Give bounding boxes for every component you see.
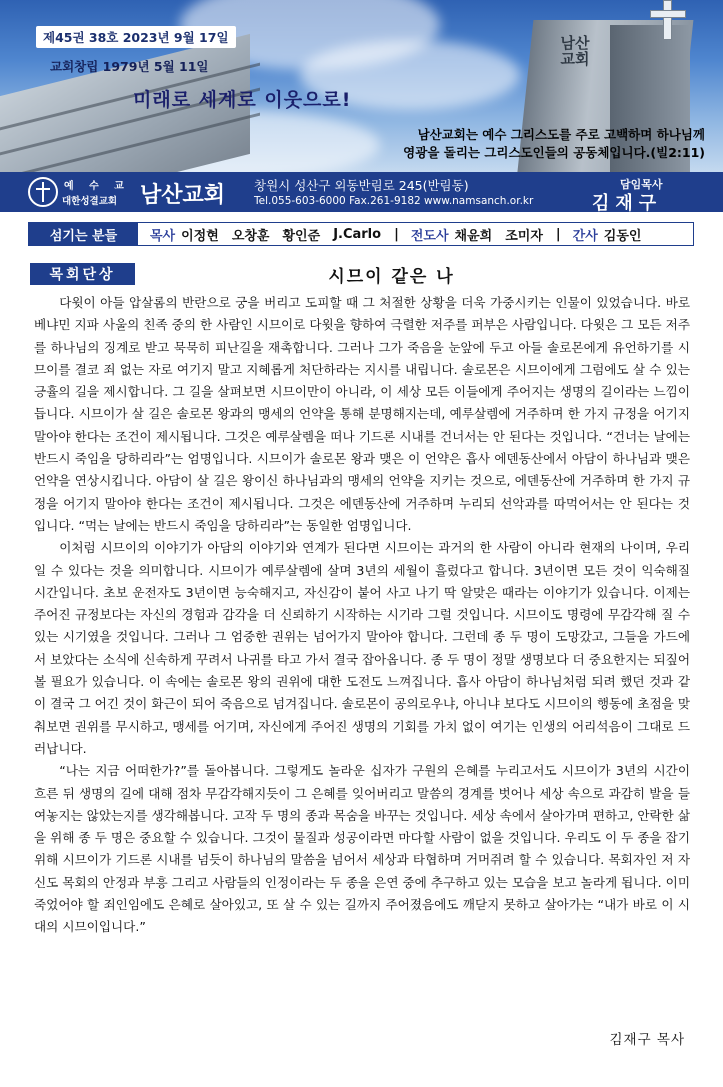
staff-name: 오창훈 [231, 228, 270, 244]
staff-heading: 섬기는 분들 [29, 223, 138, 245]
staff-name: 이정현 [181, 228, 219, 244]
church-logo-icon [28, 177, 58, 207]
issue-info: 제45권 38호 2023년 9월 17일 [36, 26, 236, 48]
article-paragraph: 이처럼 시므이의 이야기가 아담의 이야기와 연계가 된다면 시므이는 과거의 한 사람이 아니라 현재의 나이며, 우리일 수 있다는 것을 의미합니다. 시므이가 예루살렘에 살며 3년의 세월이 흘렀다고 합니다. 3년이면 모든 것이 익숙해질 시간입니다. 초보 운전자도 3년이면 능숙해지고, 자신감이 붙어 사고 나기 딱 알맞은 때라는 이야기가 있습니다. 이제는 주어진 규정보다는 자신의 경험과 감각을 더 신뢰하기 시작하는 시기라 그럴 것입니다. 시므이도 명령에 무감각해 질 수 있는 시기였을 것입니다. 그러나 그 엄중한 권위는 넘어가지 말아야 합니다. 그런데 종 두 명이 도망갔고, 그들을 가드에서 보았다는 소식에 신속하게 꾸려서 나귀를 타고 가서 결국 잡아옵니다. 종 두 명이 정말 생명보다 더 중요한지는 되짚어볼 필요가 있습니다. 이 속에는 솔로몬 왕의 권위에 대한 도전도 느껴집니다. 흡사 아담이 하나님처럼 되려 했던 것과 같이 결국 그 어긴 것이 화근이 되어 죽음으로 넘겨집니다. 솔로몬이 공의로우냐, 아니냐 보다도 시므이의 행동에 초점을 맞춰보면 권위를 무시하고, 맹세를 어기며, 자신에게 주어진 생명의 기회를 가치 없이 여기는 인생의 어리석음이 그대로 드러납니다. [34, 540, 691, 756]
staff-role-pastor: 목사 [150, 228, 176, 244]
article-paragraph: “나는 지금 어떠한가?”를 돌아봅니다. 그렇게도 놀라운 십자가 구원의 은혜를 누리고서도 시므이가 3년의 시간이 흐른 뒤 생명의 길에 대해 점차 무감각해지듯이 그 은혜를 잊어버리고 말씀의 경계를 벗어나 세상 속으로 과감히 발을 들여놓지는 않았는지를 생각해봅니다. 고작 두 명의 종과 목숨을 바꾸는 것입니다. 세상 속에서 살아가며 편하고, 안락한 삶을 위해 종 두 명은 중요할 수 있습니다. 그것이 물질과 성공이라면 마다할 사람이 없을 것입니다. 우리도 이 두 종을 잡기 위해 시므이가 기드론 시내를 넘듯이 하나님의 말씀을 넘어서 세상과 타협하며 거머쥐려 할 수 있습니다. 목회자인 저 자신도 목회의 안정과 부흥 그리고 사람들의 인정이라는 두 종을 은연 중에 추구하고 있는 모습을 보고 놀라게 됩니다. 이미 죽었어야 할 죄인임에도 은혜로 살아있고, 또 살 수 있는 길까지 주어졌음에도 깨닫지 못하고 살아가는 “내가 바로 이 시대의 시므이입니다.” [34, 763, 691, 935]
staff-separator: | [394, 226, 399, 242]
church-address: 창원시 성산구 외동반림로 245(반림동) [254, 178, 469, 193]
church-contact: Tel.055-603-6000 Fax.261-9182 www.namsanch.or.kr [254, 195, 534, 207]
column-title: 시므이 같은 나 [328, 267, 455, 287]
column-article [34, 292, 690, 939]
staff-name: 채윤희 [454, 228, 493, 244]
staff-list [138, 225, 654, 244]
staff-name: 황인준 [282, 228, 321, 244]
denomination-line-1: 예 수 교 [64, 181, 130, 192]
cross-icon [663, 0, 672, 40]
header-banner [0, 0, 723, 172]
pastor-name: 김재구 [592, 193, 663, 214]
staff-role-evangelist: 전도사 [410, 228, 449, 244]
church-info-bar [0, 172, 723, 212]
column-label: 목회단상 [30, 263, 135, 285]
denomination-line-2: 대한성결교회 [62, 196, 118, 207]
church-name: 남산교회 [140, 182, 226, 208]
staff-separator: | [555, 226, 561, 242]
staff-name: J.Carlo [333, 226, 382, 242]
vision-line-1: 남산교회는 예수 그리스도를 주로 고백하며 하나님께 [417, 127, 705, 142]
cross-icon-bar [650, 10, 686, 18]
tower-sign: 남산교회 [560, 34, 590, 68]
staff-role-nurse: 간사 [572, 228, 598, 244]
founded-date: 교회창립 1979년 5월 11일 [50, 59, 209, 74]
article-paragraph: 다윗이 아들 압살롬의 반란으로 궁을 버리고 도피할 때 그 처절한 상황을 더욱 가중시키는 인물이 있었습니다. 바로 베냐민 지파 사울의 친족 중의 한 사람인 시므이로 다윗을 향하여 극렬한 저주를 퍼부은 사람입니다. 다윗은 그 모든 저주를 하나님의 징계로 받고 묵묵히 피난길을 재촉합니다. 그러나 그가 죽음을 눈앞에 두고 아들 솔로몬에게 유언하기를 시므이를 결코 죄 없는 자로 여기지 말고 지혜롭게 처단하라는 지시를 내립니다. 솔로몬은 시므이에게 그럼에도 살 수 있는 긍휼의 길을 제시합니다. 그 길을 살펴보면 시므이만이 아니라, 이 세상 모든 이들에게 주어지는 생명의 길이라는 느낌이 듭니다. 시므이가 살 길은 솔로몬 왕과의 맹세의 언약을 통해 분명해지는데, 예루살렘에 거주하며 한 가지 규정을 어기지 말아야 한다는 조건이 제시됩니다. 그것은 예루살렘을 떠나 기드론 시내를 건너서는 안 된다는 것입니다. “건너는 날에는 반드시 죽임을 당하리라”는 엄명입니다. 시므이가 솔로몬 왕과 맺은 이 언약은 흡사 에덴동산에서 아담이 하나님과 맺은 언약을 연상시킵니다. 아담이 살 길은 왕이신 하나님과의 맹세의 언약을 지키는 것으로, 에덴동산에 거주하며 한 가지 규정을 어기지 말아야 한다는 조건이 제시됩니다. 그것은 에덴동산에 거주하며 누리되 선악과를 따먹어서는 안 된다는 것입니다. “먹는 날에는 반드시 죽임을 당하리라”는 동일한 엄명입니다. [34, 295, 691, 533]
vision-statement [300, 126, 705, 162]
vision-line-2: 영광을 돌리는 그리스도인들의 공동체입니다.(빌2:11) [403, 145, 705, 160]
staff-name: 조미자 [505, 228, 543, 244]
staff-name: 김동인 [603, 228, 642, 244]
staff-row [28, 222, 694, 246]
pastor-label: 담임목사 [620, 178, 663, 191]
church-motto: 미래로 세계로 이웃으로! [133, 89, 352, 111]
author-signature: 김재구 목사 [609, 1032, 685, 1048]
